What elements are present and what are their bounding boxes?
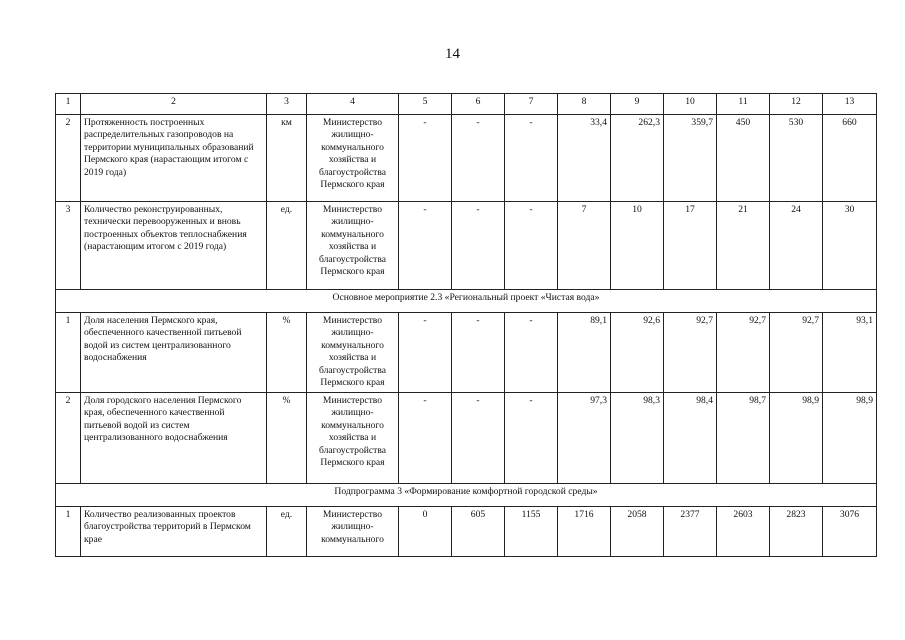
section-row (56, 484, 877, 507)
value-cell: 98,3 (611, 393, 664, 484)
executor-cell: Министерство жилищно-коммунального хозяйства и благоустройства Пермского края (307, 393, 399, 484)
indicator-name: Протяженность построенных распределительных газопроводов на территории муниципальных образований Пермского края (нарастающим итогом с 2019 года) (81, 115, 267, 202)
value-cell: 2603 (717, 507, 770, 557)
value-cell: 92,7 (664, 313, 717, 393)
row-number: 2 (56, 393, 81, 484)
header-cell: 8 (558, 94, 611, 115)
unit-cell: % (267, 313, 307, 393)
row-number: 1 (56, 507, 81, 557)
table-row (56, 202, 877, 290)
value-cell: 92,6 (611, 313, 664, 393)
table-row (56, 393, 877, 484)
value-cell: 2823 (770, 507, 823, 557)
value-cell: 359,7 (664, 115, 717, 202)
value-cell: 2058 (611, 507, 664, 557)
header-cell: 2 (81, 94, 267, 115)
value-cell: 98,4 (664, 393, 717, 484)
value-cell: 97,3 (558, 393, 611, 484)
header-cell: 13 (823, 94, 877, 115)
value-cell: 98,7 (717, 393, 770, 484)
value-cell: 92,7 (717, 313, 770, 393)
table-row (56, 115, 877, 202)
value-cell: - (505, 115, 558, 202)
header-cell: 9 (611, 94, 664, 115)
value-cell: 0 (399, 507, 452, 557)
value-cell: 98,9 (770, 393, 823, 484)
header-cell: 12 (770, 94, 823, 115)
table-row (56, 507, 877, 557)
value-cell: - (399, 115, 452, 202)
value-cell: - (399, 313, 452, 393)
section-title: Подпрограмма 3 «Формирование комфортной городской среды» (56, 484, 877, 507)
value-cell: 33,4 (558, 115, 611, 202)
value-cell: 2377 (664, 507, 717, 557)
unit-cell: % (267, 393, 307, 484)
value-cell: 93,1 (823, 313, 877, 393)
value-cell: - (452, 393, 505, 484)
value-cell: - (452, 202, 505, 290)
value-cell: - (452, 313, 505, 393)
value-cell: 30 (823, 202, 877, 290)
unit-cell: ед. (267, 202, 307, 290)
header-cell: 1 (56, 94, 81, 115)
indicator-name: Доля населения Пермского края, обеспеченного качественной питьевой водой из систем централизованного водоснабжения (81, 313, 267, 393)
executor-cell: Министерство жилищно-коммунального хозяйства и благоустройства Пермского края (307, 313, 399, 393)
value-cell: - (399, 393, 452, 484)
value-cell: - (452, 115, 505, 202)
table-row (56, 313, 877, 393)
indicator-name: Количество реконструированных, технически перевооруженных и вновь построенных объектов теплоснабжения (нарастающим итогом с 2019 года) (81, 202, 267, 290)
header-cell: 6 (452, 94, 505, 115)
indicator-name: Доля городского населения Пермского края, обеспеченного качественной питьевой водой из систем централизованного водоснабжения (81, 393, 267, 484)
executor-cell: Министерство жилищно-коммунального хозяйства и благоустройства Пермского края (307, 115, 399, 202)
value-cell: 17 (664, 202, 717, 290)
value-cell: 1716 (558, 507, 611, 557)
executor-cell: Министерство жилищно-коммунального (307, 507, 399, 557)
value-cell: - (505, 202, 558, 290)
value-cell: 24 (770, 202, 823, 290)
executor-cell: Министерство жилищно-коммунального хозяйства и благоустройства Пермского края (307, 202, 399, 290)
value-cell: 605 (452, 507, 505, 557)
value-cell: 92,7 (770, 313, 823, 393)
header-cell: 10 (664, 94, 717, 115)
section-row (56, 290, 877, 313)
header-cell: 5 (399, 94, 452, 115)
value-cell: 98,9 (823, 393, 877, 484)
value-cell: - (399, 202, 452, 290)
header-cell: 3 (267, 94, 307, 115)
value-cell: 262,3 (611, 115, 664, 202)
unit-cell: ед. (267, 507, 307, 557)
header-cell: 11 (717, 94, 770, 115)
value-cell: 89,1 (558, 313, 611, 393)
header-cell: 4 (307, 94, 399, 115)
value-cell: 660 (823, 115, 877, 202)
value-cell: 1155 (505, 507, 558, 557)
header-cell: 7 (505, 94, 558, 115)
indicator-name: Количество реализованных проектов благоустройства территорий в Пермском крае (81, 507, 267, 557)
unit-cell: км (267, 115, 307, 202)
row-number: 3 (56, 202, 81, 290)
section-title: Основное мероприятие 2.3 «Региональный проект «Чистая вода» (56, 290, 877, 313)
value-cell: 7 (558, 202, 611, 290)
value-cell: 530 (770, 115, 823, 202)
header-row (56, 94, 877, 115)
row-number: 1 (56, 313, 81, 393)
value-cell: - (505, 393, 558, 484)
indicators-table (55, 93, 877, 557)
page-number: 14 (445, 46, 460, 62)
value-cell: - (505, 313, 558, 393)
value-cell: 450 (717, 115, 770, 202)
value-cell: 10 (611, 202, 664, 290)
value-cell: 3076 (823, 507, 877, 557)
row-number: 2 (56, 115, 81, 202)
value-cell: 21 (717, 202, 770, 290)
